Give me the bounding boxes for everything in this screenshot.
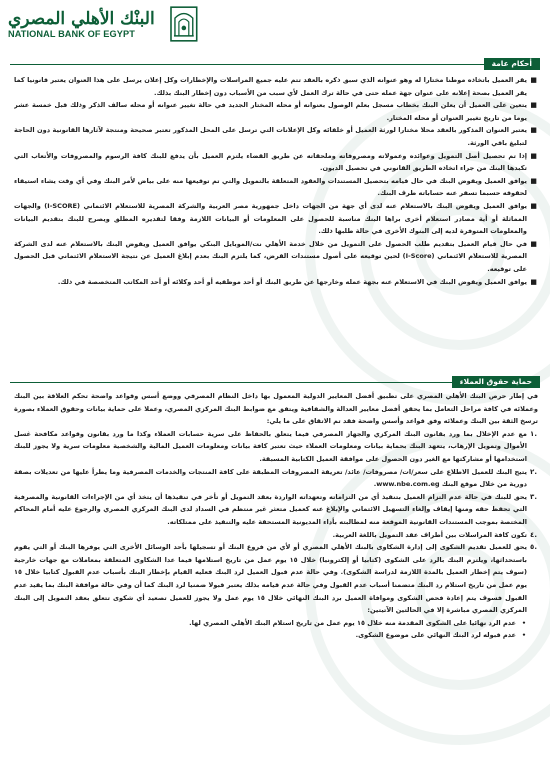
bullet-icon: ■: [530, 101, 537, 110]
numbered-item: .٣ يحق للبنك في حالة عدم التزام العميل بتنفيذ أي من التزاماته وتعهداته الواردة بعقد التمويل أو تأخر في تنفيذها أن يتخذ أي من الإجراءات القانونية والمصرفية التي تحفظ حقه ومنها إيقاف وإلغاء التسهيل الائتماني والإبلاغ عنه كعميل متعثر غير منتظم في السداد لدى البنك المركزي المصري والرجوع عليه أمام المحاكم المختصة بموجب المستندات القانونية الموقعة منه لمطالبته بأداء المديونية المستحقة عليه والتنفيذ على ممتلكاته.: [14, 492, 537, 526]
list-item: ■ يقر العميل باتخاذه موطنا مختارا له وهو عنوانه الذي سبق ذكره بالعقد تتم عليه جميع المراسلات والإخطارات وكل إعلان يرسل على هذا العنوان يعتبر قانونيا كما يقر العميل بصحة إعلانه على عنوان جهة عمله حتى في حالة ترك العمل لأي سبب من الأسباب دون إخطار البنك بذلك.: [14, 76, 537, 97]
bullet-icon: •: [521, 631, 526, 640]
general-terms-list: [14, 74, 538, 372]
page-header: [0, 0, 550, 50]
bank-emblem-icon: [170, 6, 198, 42]
bullet-icon: •: [521, 618, 526, 627]
numbered-item: .٤ تكون كافة المراسلات بين أطراف عقد التمويل باللغة العربية.: [332, 530, 537, 539]
list-item: ■ يعتبر العنوان المذكور بالعقد محلا مختارا لورثة العميل أو خلفائه وكل الإعلانات التي ترسل على المحل المذكور تعتبر صحيحة ومنتجة لآثارها القانونية دون الحاجة لتبليغ باقي الورثة.: [14, 126, 537, 147]
intro-paragraph: في إطار حرص البنك الأهلي المصري على تطبيق أفضل المعايير الدولية المعمول بها داخل النظام المصرفي ووضع أسس وقواعد واضحة تحكم العلاقة بين البنك وعملائه في كافة مراحل التعامل بما يحقق أفضل معايير العدالة والشفافية ويتفق مع ضوابط البنك المركزي المصري، وعملا على حماية بيانات وحقوق العملاء بصورة ترسخ الثقة بين البنك وعملائه وفق قواعد وأسس واضحة فقد تم الاتفاق على ما يلي:: [14, 392, 538, 426]
bullet-icon: ■: [530, 277, 537, 286]
bullet-icon: ■: [530, 239, 537, 248]
customer-protection-content: [14, 390, 538, 752]
section-title-general-terms: أحكام عامة: [484, 58, 540, 70]
bullet-icon: ■: [530, 151, 537, 160]
list-item: ■ إذا تم تحصيل أصل التمويل وعوائده وعمولاته ومصروفاته وملحقاته عن طريق القضاء يلتزم العميل بأن يدفع للبنك كافة الرسوم والمصروفات والأتعاب التي تكبدها البنك من جراء اتخاذه الطريق القانوني في تحصيل الديون.: [14, 151, 537, 173]
bank-logo: [8, 4, 198, 44]
list-item: ■ في حال قيام العميل بتقديم طلب الحصول على التمويل من خلال خدمة الأهلي نت/الموبايل البنكي يوافق العميل ويفوض البنك بالاستعلام عنه لدى الشركة المصرية للاستعلام الائتماني (I-Score) لحين توقيعه على أصول مستندات القرض، كما يلتزم البنك بعدم إبلاغ العميل عن نتيجة الاستعلام الائتماني قبل الحصول على توقيعه.: [14, 239, 537, 273]
numbered-item: .٢ يتيح البنك للعميل الاطلاع على سعر/ات/ مصروفات/ عائد/ تعريفة المصروفات المطبقة على كافة المنتجات والخدمات المصرفية وما يطرأ عليها من تعديلات بصفة دورية من خلال موقع البنك www.nbe.com.eg.: [14, 467, 537, 489]
numbered-item: .٥ يحق للعميل تقديم الشكوى إلى إدارة الشكاوى بالبنك الأهلي المصري أو لأي من فروع البنك أو تسجيلها بأحد الوسائل الأخرى التي يوفرها البنك أو التي يقوم باستحداثها، ويلتزم البنك بالرد على الشكوى (كتابيا أو إلكترونيا) خلال ١٥ يوم عمل من تاريخ استلامها فيما عدا الشكاوى المتعلقة بمعاملات مع جهات خارجية (سوف يتم إخطار العميل بالمدة اللازمة لدراسة الشكوى). وفي حالة عدم قبول العميل لرد البنك فعليه القيام بإخطار البنك بأسباب عدم القبول كتابيا خلال ١٥ يوم عمل من تاريخ استلام رد البنك متضمنا أسباب عدم القبول وفي حالة عدم قيامه بذلك يعتبر قبولا ضمنيا لرد البنك كما أن وفي حالة موافقة البنك بما يفيد عدم القبول فسوف يتم إعادة فحص الشكوى وموافاة العميل برد البنك النهائي خلال ١٥ يوم عمل ولا يجوز للعميل تصعيد أي شكوى تتعلق بعقد التمويل إلى البنك المركزي المصري مباشرة إلا في الحالتين الآتيتين:: [14, 543, 537, 615]
list-item: ■ يوافق العميل ويفوض البنك في الاستعلام عنه بجهة عمله وخارجها عن طريق البنك أو أحد موظفيه أو أحد وكلائه أو أحد المكاتب المتخصصة في ذلك.: [14, 276, 538, 289]
numbered-item: .١ مع عدم الإخلال بما ورد بقانون البنك المركزي والجهاز المصرفي فيما يتعلق بالحفاظ على سرية حسابات العملاء وكذا ما ورد بقانون وقواعد مكافحة غسل الأموال وتمويل الإرهاب، يتعهد البنك بحماية بيانات ومعلومات العملاء حيث تعتبر كافة بيانات ومعلومات العميل المالية والشخصية معلومات سرية ولا يجوز للبنك استخدامها أو مشاركتها مع الغير دون الحصول على موافقة العميل الكتابية المسبقة.: [14, 429, 537, 463]
list-item: ■ يوافق العميل ويفوض البنك في حال قيامه بتحصيل المستندات والعقود المتعلقة بالتمويل والتي تم توقيعها منه على بياض لأمر البنك وفي أي وقت يشاء استيفاء لحقوقه حسبما تسفر عنه حساباته طرف البنك.: [14, 176, 537, 198]
bank-name-english: NATIONAL BANK OF EGYPT: [8, 28, 135, 39]
section-divider: [10, 64, 540, 65]
section-title-customer-protection: حماية حقوق العملاء: [452, 376, 540, 388]
sub-bullet-item: • عدم الرد نهائيا على الشكوى المقدمة منه خلال ١٥ يوم عمل من تاريخ استلام البنك الأهلي المصري لها.: [14, 617, 538, 630]
sub-bullet-item: • عدم قبوله لرد البنك النهائي على موضوع الشكوى.: [14, 629, 538, 642]
list-item: ■ يوافق العميل ويفوض البنك بالاستعلام عنه لدى أي جهة من الجهات داخل جمهورية مصر العربية والشركة المصرية للاستعلام الائتماني (I-SCORE) والجهات المماثلة أو أية مصادر استعلام أخرى براها البنك مناسبة للحصول على المعلومات أو البيانات اللازمة وفقا لتقديره المطلق ويصرح للبنك بتقديم البيانات والمعلومات المتوفرة لديه إلى البنوك الأخرى في حالة طلبها ذلك.: [14, 201, 537, 236]
bullet-icon: ■: [530, 76, 537, 84]
bullet-icon: ■: [530, 176, 537, 185]
bullet-icon: ■: [530, 126, 537, 135]
list-item: ■ يتعين على العميل أن يعلن البنك بخطاب مسجل بعلم الوصول بعنوانه أو محله المختار الجديد في حالة تغيير عنوانه أو محله سالف الذكر وذلك قبل خمسة عشر يوما من تاريخ تغيير العنوان أو محله المختار.: [14, 101, 537, 122]
bank-name-arabic: البنْك الأهلي المصري: [8, 8, 155, 29]
bullet-icon: ■: [530, 201, 537, 210]
